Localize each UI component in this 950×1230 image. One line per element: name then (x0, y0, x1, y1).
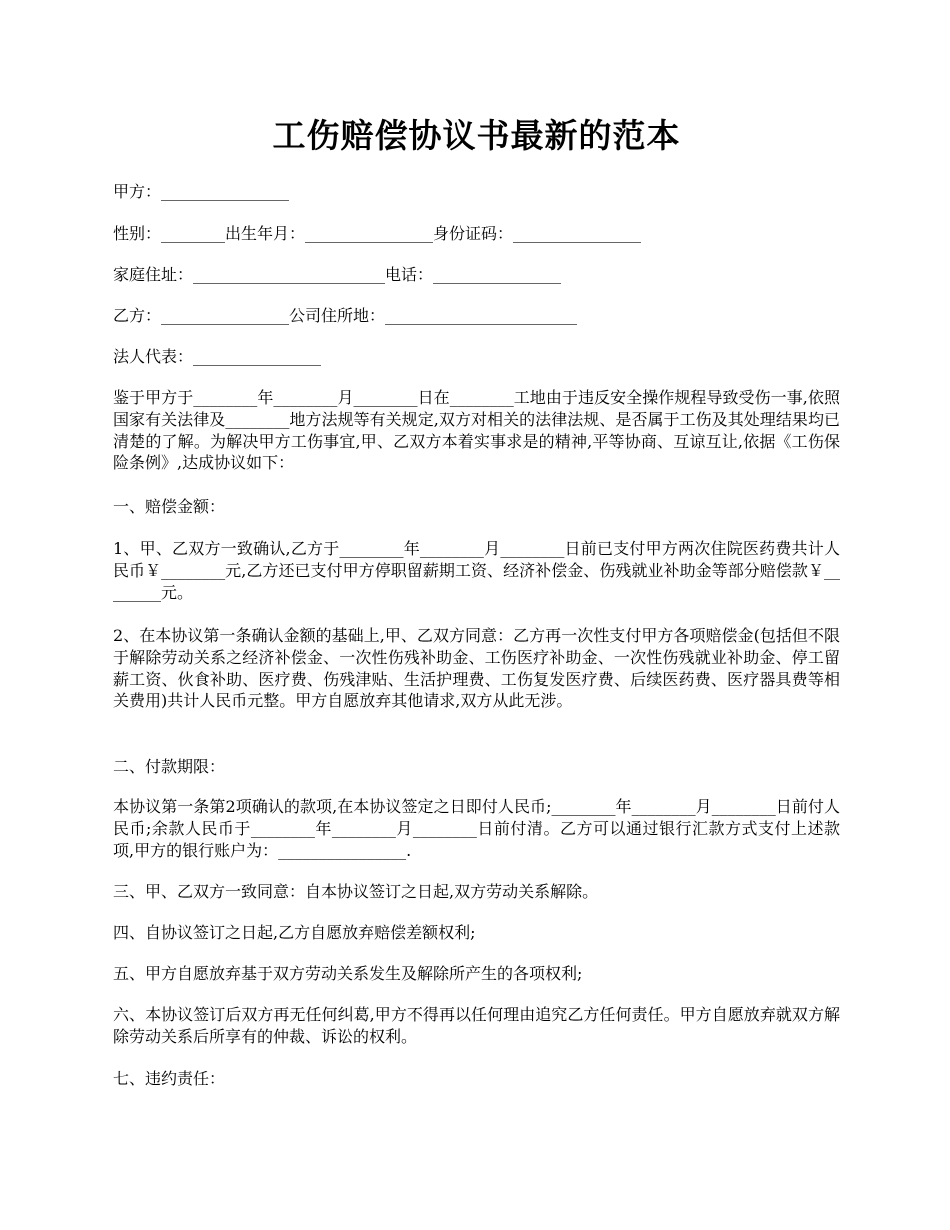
party-b-line: 乙方：________________公司住所地：________________________ (113, 306, 578, 325)
section5-paragraph: 五、甲方自愿放弃基于双方劳动关系发生及解除所产生的各项权利; (113, 964, 583, 983)
section3-paragraph: 三、甲、乙双方一致同意：自本协议签订之日起,双方劳动关系解除。 (113, 882, 599, 901)
section2-heading: 二、付款期限： (113, 757, 226, 776)
document-title: 工伤赔偿协议书最新的范本 (272, 116, 681, 155)
section6-paragraph: 六、本协议签订后双方再无任何纠葛,甲方不得再以任何理由追究乙方任何责任。甲方自愿放弃就双方解除劳动关系后所享有的仲裁、诉讼的权利。 (113, 1005, 840, 1046)
address-phone-line: 家庭住址：________________________电话：________________ (113, 265, 562, 284)
section7-heading: 七、违约责任： (113, 1069, 226, 1088)
party-a-line: 甲方：________________ (113, 182, 290, 201)
section1-item2: 2、在本协议第一条确认金额的基础上,甲、乙双方同意：乙方再一次性支付甲方各项赔偿金(包括但不限于解除劳动关系之经济补偿金、一次性伤残补助金、工伤医疗补助金、一次性伤残就业补助金、停工留薪工资、伙食补助、医疗费、伤残津贴、生活护理费、工伤复发医疗费、后续医药费、医疗器具费等相关费用)共计人民币元整。甲方自愿放弃其他请求,双方从此无涉。 (113, 626, 840, 711)
section2-body: 本协议第一条第2项确认的款项,在本协议签定之日即付人民币;________年________月________日前付人民币;余款人民币于________年________月________日前付清。乙方可以通过银行汇款方式支付上述款项,甲方的银行账户为：________________. (113, 797, 840, 860)
section1-item1: 1、甲、乙双方一致确认,乙方于________年________月________日前已支付甲方两次住院医药费共计人民币￥________元,乙方还已支付甲方停职留薪期工资、经济补偿金、伤残就业补助金等部分赔偿款￥________元。 (113, 539, 840, 602)
legal-representative-line: 法人代表：________________ (113, 347, 322, 366)
section1-heading: 一、赔偿金额： (113, 497, 226, 516)
intro-paragraph: 鉴于甲方于________年________月________日在________工地由于违反安全操作规程导致受伤一事,依照国家有关法律及________地方法规等有关规定,双方对相关的法律法规、是否属于工伤及其处理结果均已清楚的了解。为解决甲方工伤事宜,甲、乙双方本着实事求是的精神,平等协商、互谅互让,依据《工伤保险条例》,达成协议如下： (113, 388, 840, 473)
section4-paragraph: 四、自协议签订之日起,乙方自愿放弃赔偿差额权利; (113, 923, 476, 942)
gender-birth-id-line: 性别：________出生年月：________________身份证码：________________ (113, 224, 642, 243)
